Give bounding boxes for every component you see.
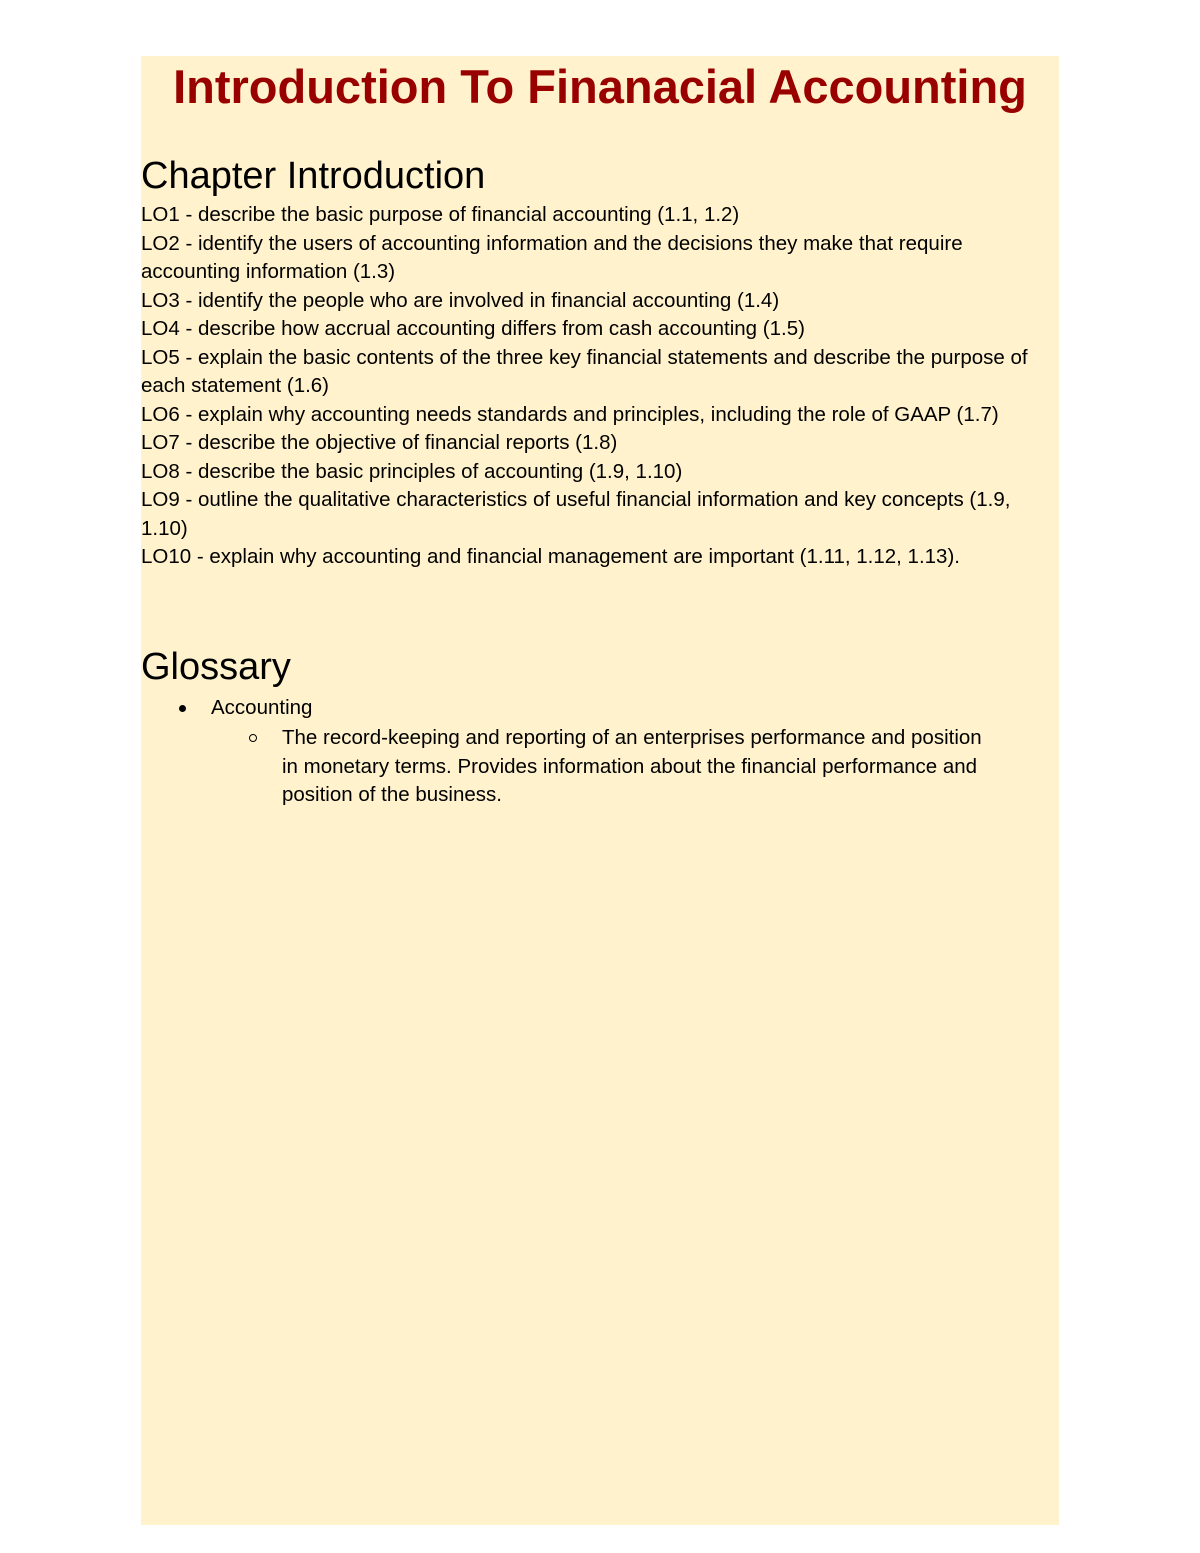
glossary-definition-item <box>211 724 982 810</box>
learning-objective: LO10 - explain why accounting and financial management are important (1.11, 1.12, 1.13). <box>141 545 960 568</box>
glossary-list <box>141 694 1059 810</box>
filled-bullet-icon <box>179 705 186 712</box>
learning-objective: LO6 - explain why accounting needs standards and principles, including the role of GAAP (1.7) <box>141 402 999 426</box>
glossary-term: Accounting <box>211 695 313 719</box>
learning-objective: LO9 - outline the qualitative characteristics of useful financial information and key concepts (1.9, 1.10) <box>141 488 1011 540</box>
hollow-bullet-icon <box>249 734 257 742</box>
learning-objective: LO8 - describe the basic principles of accounting (1.9, 1.10) <box>141 459 683 483</box>
glossary-definition: The record-keeping and reporting of an enterprises performance and position in monetary terms. Provides information about the financial performance and position of the business. <box>282 726 982 806</box>
document-title: Introduction To Finanacial Accounting <box>173 60 1027 113</box>
learning-objective: LO1 - describe the basic purpose of financial accounting (1.1, 1.2) <box>141 203 740 226</box>
learning-objective: LO4 - describe how accrual accounting differs from cash accounting (1.5) <box>141 317 805 340</box>
learning-objective: LO7 - describe the objective of financial reports (1.8) <box>141 431 618 454</box>
learning-objective: LO5 - explain the basic contents of the three key financial statements and describe the purpose of each statement (1.6) <box>141 345 1028 397</box>
learning-objective: LO3 - identify the people who are involved in financial accounting (1.4) <box>141 288 780 312</box>
glossary-definition-list <box>211 724 1059 810</box>
glossary-heading: Glossary <box>141 645 291 688</box>
glossary-term-item <box>141 694 1059 810</box>
learning-objectives-list <box>141 201 1059 572</box>
learning-objective: LO2 - identify the users of accounting information and the decisions they make that require accounting information (1.3) <box>141 231 963 283</box>
chapter-introduction-heading: Chapter Introduction <box>141 155 486 197</box>
document-page <box>141 56 1059 1525</box>
